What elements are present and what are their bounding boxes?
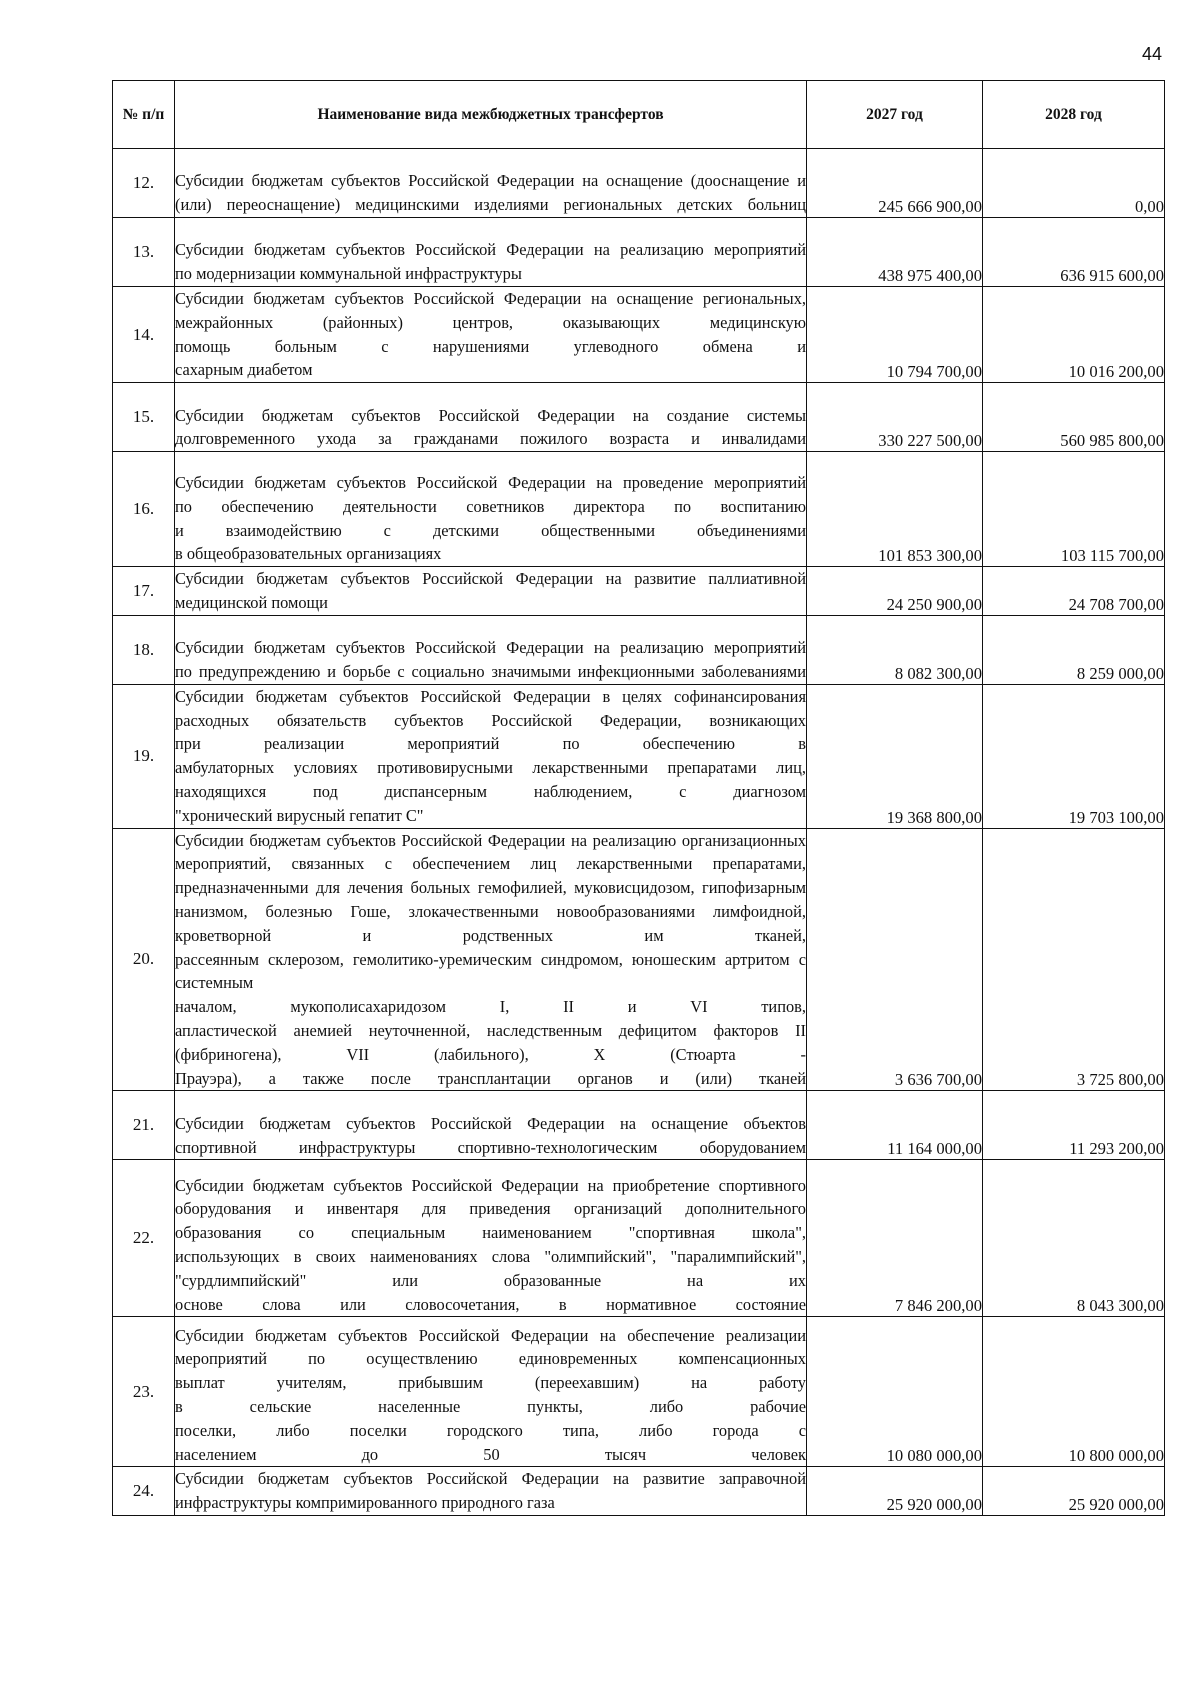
amount-2028: 25 920 000,00: [983, 1467, 1165, 1516]
text-line: мероприятий, связанных с обеспечением лиц лекарственными препаратами,: [175, 854, 806, 874]
transfer-name: [175, 828, 807, 1091]
table-row: [113, 567, 1165, 616]
text-line: рассеянным склерозом, гемолитико-уремическим синдромом, юношеским артритом с системным: [175, 949, 806, 993]
amount-2027: 19 368 800,00: [807, 684, 983, 828]
text-line: Субсидии бюджетам субъектов Российской Федерации на реализацию мероприятий: [175, 240, 806, 260]
amount-2028: 0,00: [983, 149, 1165, 218]
row-number: 19.: [113, 684, 175, 828]
transfer-name: [175, 615, 807, 684]
header-number: № п/п: [113, 81, 175, 149]
transfer-name: [175, 218, 807, 287]
row-number: 21.: [113, 1091, 175, 1160]
text-line: Субсидии бюджетам субъектов Российской Федерации на оснащение региональных,: [175, 289, 806, 308]
text-line: долговременного ухода за гражданами пожилого возраста и инвалидами: [175, 429, 806, 449]
amount-2028: 11 293 200,00: [983, 1091, 1165, 1160]
text-line: Субсидии бюджетам субъектов Российской Федерации на оснащение объектов: [175, 1113, 806, 1133]
transfer-name: [175, 452, 807, 567]
transfer-name: [175, 1160, 807, 1317]
text-line: населением до 50 тысяч человек: [175, 1444, 806, 1464]
text-line: сахарным диабетом: [175, 360, 313, 380]
text-line: медицинской помощи: [175, 592, 328, 612]
text-line: "сурдлимпийский" или образованные на их: [175, 1270, 806, 1290]
header-2027: 2027 год: [807, 81, 983, 149]
amount-2027: 245 666 900,00: [807, 149, 983, 218]
transfer-name: [175, 1317, 807, 1467]
row-number: 13.: [113, 218, 175, 287]
transfer-name: [175, 383, 807, 452]
row-number: 23.: [113, 1317, 175, 1467]
text-line: Прауэра), а также после трансплантации органов и (или) тканей: [175, 1068, 806, 1088]
text-line: и взаимодействию с детскими общественными объединениями: [175, 520, 806, 540]
text-line: началом, мукополисахаридозом I, II и VI типов,: [175, 997, 806, 1017]
page-number: 44: [1141, 44, 1162, 64]
row-number: 18.: [113, 615, 175, 684]
text-line: использующих в своих наименованиях слова "олимпийский", "паралимпийский",: [175, 1246, 806, 1266]
text-line: мероприятий по осуществлению единовременных компенсационных: [175, 1349, 806, 1369]
table-header-row: [113, 81, 1165, 149]
row-number: 17.: [113, 567, 175, 616]
text-line: образования со специальным наименованием "спортивная школа",: [175, 1223, 806, 1243]
text-line: помощь больным с нарушениями углеводного обмена и: [175, 336, 806, 356]
text-line: межрайонных (районных) центров, оказывающих медицинскую: [175, 312, 806, 332]
row-number: 20.: [113, 828, 175, 1091]
amount-2028: 10 800 000,00: [983, 1317, 1165, 1467]
text-line: инфраструктуры компримированного природного газа: [175, 1493, 555, 1513]
amount-2027: 24 250 900,00: [807, 567, 983, 616]
table-row: [113, 828, 1165, 1091]
table-row: [113, 452, 1165, 567]
row-number: 24.: [113, 1467, 175, 1516]
header-name: Наименование вида межбюджетных трансфертов: [175, 81, 807, 149]
transfer-name: [175, 1091, 807, 1160]
text-line: Субсидии бюджетам субъектов Российской Федерации на развитие паллиативной: [175, 569, 806, 589]
amount-2027: 101 853 300,00: [807, 452, 983, 567]
text-line: апластической анемией неуточненной, наследственным дефицитом факторов II: [175, 1020, 806, 1040]
text-line: при реализации мероприятий по обеспечению в: [175, 734, 806, 754]
amount-2028: 19 703 100,00: [983, 684, 1165, 828]
text-line: основе слова или словосочетания, в нормативное состояние: [175, 1294, 806, 1314]
text-line: нанизмом, болезнью Гоше, злокачественными новообразованиями лимфоидной,: [175, 901, 806, 921]
text-line: Субсидии бюджетам субъектов Российской Федерации в целях софинансирования: [175, 686, 806, 706]
text-line: (фибриногена), VII (лабильного), X (Стюарта -: [175, 1044, 806, 1064]
header-2028: 2028 год: [983, 81, 1165, 149]
text-line: амбулаторных условиях противовирусными лекарственными препаратами лиц,: [175, 758, 806, 778]
text-line: Субсидии бюджетам субъектов Российской Федерации на обеспечение реализации: [175, 1325, 806, 1345]
row-number: 14.: [113, 287, 175, 383]
text-line: выплат учителям, прибывшим (переехавшим) на работу: [175, 1373, 806, 1393]
text-line: по обеспечению деятельности советников директора по воспитанию: [175, 496, 806, 516]
table-row: [113, 1467, 1165, 1516]
text-line: расходных обязательств субъектов Российской Федерации, возникающих: [175, 710, 806, 730]
transfer-name: [175, 684, 807, 828]
text-line: в сельские населенные пункты, либо рабочие: [175, 1396, 806, 1416]
row-number: 16.: [113, 452, 175, 567]
transfer-name: [175, 287, 807, 383]
amount-2027: 3 636 700,00: [807, 828, 983, 1091]
amount-2028: 560 985 800,00: [983, 383, 1165, 452]
table-row: [113, 684, 1165, 828]
text-line: по предупреждению и борьбе с социально значимыми инфекционными заболеваниями: [175, 661, 806, 681]
text-line: Субсидии бюджетам субъектов Российской Федерации на приобретение спортивного: [175, 1175, 806, 1195]
amount-2028: 24 708 700,00: [983, 567, 1165, 616]
amount-2027: 11 164 000,00: [807, 1091, 983, 1160]
table-row: [113, 1317, 1165, 1467]
transfer-name: [175, 567, 807, 616]
row-number: 15.: [113, 383, 175, 452]
text-line: (или) переоснащение) медицинскими изделиями региональных детских больниц: [175, 195, 806, 215]
text-line: предназначенными для лечения больных гемофилией, муковисцидозом, гипофизарным: [175, 878, 806, 898]
transfer-name: [175, 1467, 807, 1516]
amount-2027: 10 080 000,00: [807, 1317, 983, 1467]
table-row: [113, 287, 1165, 383]
amount-2027: 330 227 500,00: [807, 383, 983, 452]
amount-2027: 25 920 000,00: [807, 1467, 983, 1516]
table-row: [113, 218, 1165, 287]
amount-2028: 103 115 700,00: [983, 452, 1165, 567]
text-line: кроветворной и родственных им тканей,: [175, 925, 806, 945]
amount-2028: 10 016 200,00: [983, 287, 1165, 383]
table-row: [113, 383, 1165, 452]
text-line: по модернизации коммунальной инфраструктуры: [175, 264, 522, 284]
text-line: Субсидии бюджетам субъектов Российской Федерации на создание системы: [175, 405, 806, 425]
row-number: 22.: [113, 1160, 175, 1317]
text-line: находящихся под диспансерным наблюдением, с диагнозом: [175, 781, 806, 801]
text-line: спортивной инфраструктуры спортивно-технологическим оборудованием: [175, 1137, 806, 1157]
text-line: оборудования и инвентаря для приведения организаций дополнительного: [175, 1199, 806, 1219]
amount-2027: 10 794 700,00: [807, 287, 983, 383]
text-line: в общеобразовательных организациях: [175, 544, 442, 564]
table-row: [113, 615, 1165, 684]
table-row: [113, 1160, 1165, 1317]
text-line: Субсидии бюджетам субъектов Российской Федерации на реализацию мероприятий: [175, 638, 806, 658]
text-line: Субсидии бюджетам субъектов Российской Федерации на реализацию организационных: [175, 830, 806, 850]
amount-2027: 8 082 300,00: [807, 615, 983, 684]
text-line: Субсидии бюджетам субъектов Российской Федерации на оснащение (дооснащение и: [175, 171, 806, 191]
amount-2028: 8 043 300,00: [983, 1160, 1165, 1317]
table-row: [113, 1091, 1165, 1160]
table-row: [113, 149, 1165, 218]
amount-2027: 7 846 200,00: [807, 1160, 983, 1317]
amount-2028: 636 915 600,00: [983, 218, 1165, 287]
transfers-table: [112, 80, 1165, 1516]
text-line: Субсидии бюджетам субъектов Российской Федерации на проведение мероприятий: [175, 473, 806, 492]
row-number: 12.: [113, 149, 175, 218]
amount-2028: 8 259 000,00: [983, 615, 1165, 684]
transfer-name: [175, 149, 807, 218]
text-line: Субсидии бюджетам субъектов Российской Федерации на развитие заправочной: [175, 1469, 806, 1489]
text-line: поселки, либо поселки городского типа, либо города с: [175, 1420, 806, 1440]
amount-2027: 438 975 400,00: [807, 218, 983, 287]
amount-2028: 3 725 800,00: [983, 828, 1165, 1091]
text-line: "хронический вирусный гепатит С": [175, 805, 424, 825]
